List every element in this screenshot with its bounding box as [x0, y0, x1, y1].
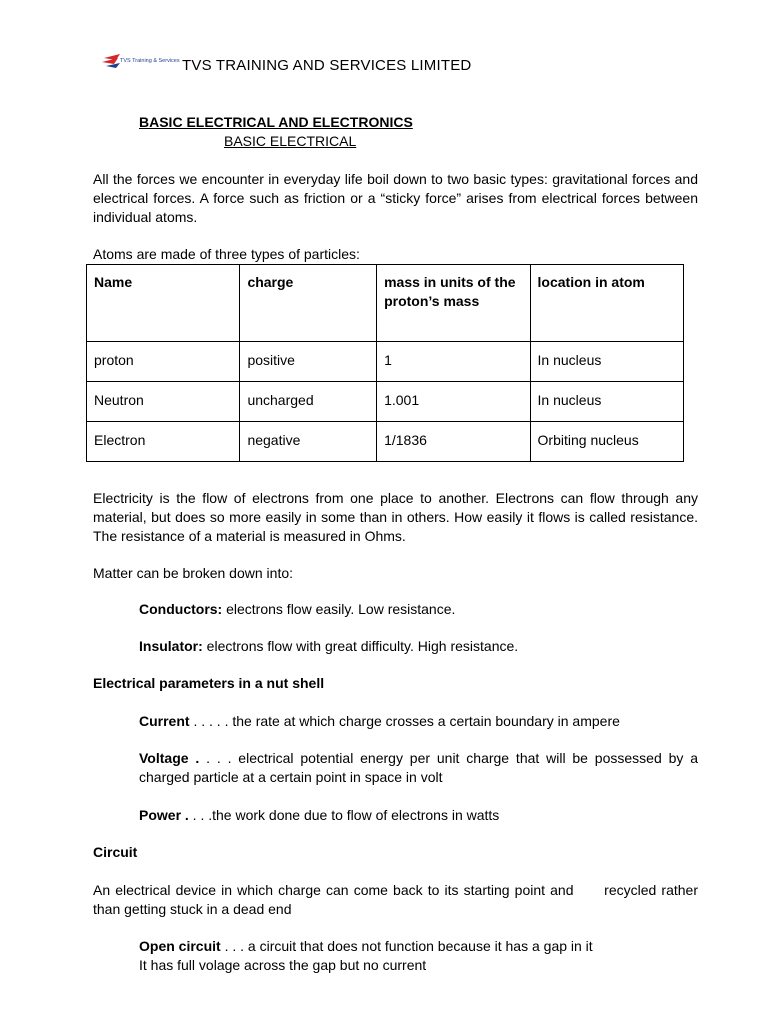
atoms-intro: Atoms are made of three types of particles:: [93, 246, 360, 262]
company-name: TVS TRAINING AND SERVICES LIMITED: [182, 57, 472, 74]
insulator-item: [139, 637, 698, 656]
power-term: Power .: [139, 807, 189, 823]
header-cell: location in atom: [530, 265, 683, 342]
voltage-term: Voltage .: [139, 750, 200, 766]
current-item: [139, 712, 698, 731]
table-cell: 1.001: [377, 382, 530, 422]
table-header-row: [87, 265, 684, 342]
current-text: . . . . . the rate at which charge crosses a certain boundary in ampere: [189, 713, 620, 729]
conductors-text: electrons flow easily. Low resistance.: [222, 601, 456, 617]
table-row: [87, 422, 684, 462]
open-circuit-text: . . . a circuit that does not function because it has a gap in it: [220, 938, 593, 954]
intro-paragraph: All the forces we encounter in everyday life boil down to two basic types: gravitational forces and electrical forces. A force such as friction or a “sticky force” arises from electrical forces between individual atoms.: [93, 171, 698, 225]
header-cell: Name: [87, 265, 240, 342]
voltage-item: [139, 749, 698, 787]
power-item: [139, 806, 698, 825]
open-circuit-item: [139, 937, 698, 975]
logo-text: TVS Training & Services: [120, 58, 180, 64]
table-cell: 1: [377, 342, 530, 382]
insulator-term: Insulator:: [139, 638, 203, 654]
current-term: Current: [139, 713, 190, 729]
open-circuit-line2: It has full volage across the gap but no current: [139, 957, 427, 973]
header-cell: mass in units of the proton’s mass: [377, 265, 530, 342]
document-title: BASIC ELECTRICAL AND ELECTRONICS: [139, 114, 413, 130]
table-cell: Electron: [87, 422, 240, 462]
table-cell: negative: [240, 422, 377, 462]
particles-table: [86, 264, 684, 462]
open-circuit-term: Open circuit: [139, 938, 221, 954]
table-cell: uncharged: [240, 382, 377, 422]
conductors-item: [139, 600, 698, 619]
table-cell: positive: [240, 342, 377, 382]
power-text: . . .the work done due to flow of electrons in watts: [188, 807, 500, 823]
header-cell: charge: [240, 265, 377, 342]
table-cell: proton: [87, 342, 240, 382]
circuit-paragraph: An electrical device in which charge can come back to its starting point and recycled rather than getting stuck in a dead end: [93, 882, 702, 917]
table-cell: Neutron: [87, 382, 240, 422]
params-heading: Electrical parameters in a nut shell: [93, 675, 325, 691]
table-cell: 1/1836: [377, 422, 530, 462]
electricity-paragraph: Electricity is the flow of electrons from one place to another. Electrons can flow through any material, but does so more easily in some than in others. How easily it flows is called resistance. The resistance of a material is measured in Ohms.: [93, 490, 698, 544]
table-cell: In nucleus: [530, 382, 683, 422]
table-row: [87, 342, 684, 382]
table-cell: In nucleus: [530, 342, 683, 382]
company-logo: [100, 52, 180, 72]
circuit-heading: Circuit: [93, 844, 138, 860]
conductors-term: Conductors:: [139, 601, 223, 617]
document-subtitle: BASIC ELECTRICAL: [224, 133, 357, 149]
table-cell: Orbiting nucleus: [530, 422, 683, 462]
matter-intro: Matter can be broken down into:: [93, 565, 294, 581]
voltage-text: . . . electrical potential energy per unit charge that will be possessed by a charged particle at a certain point in space in volt: [139, 750, 698, 785]
table-row: [87, 382, 684, 422]
insulator-text: electrons flow with great difficulty. High resistance.: [202, 638, 519, 654]
